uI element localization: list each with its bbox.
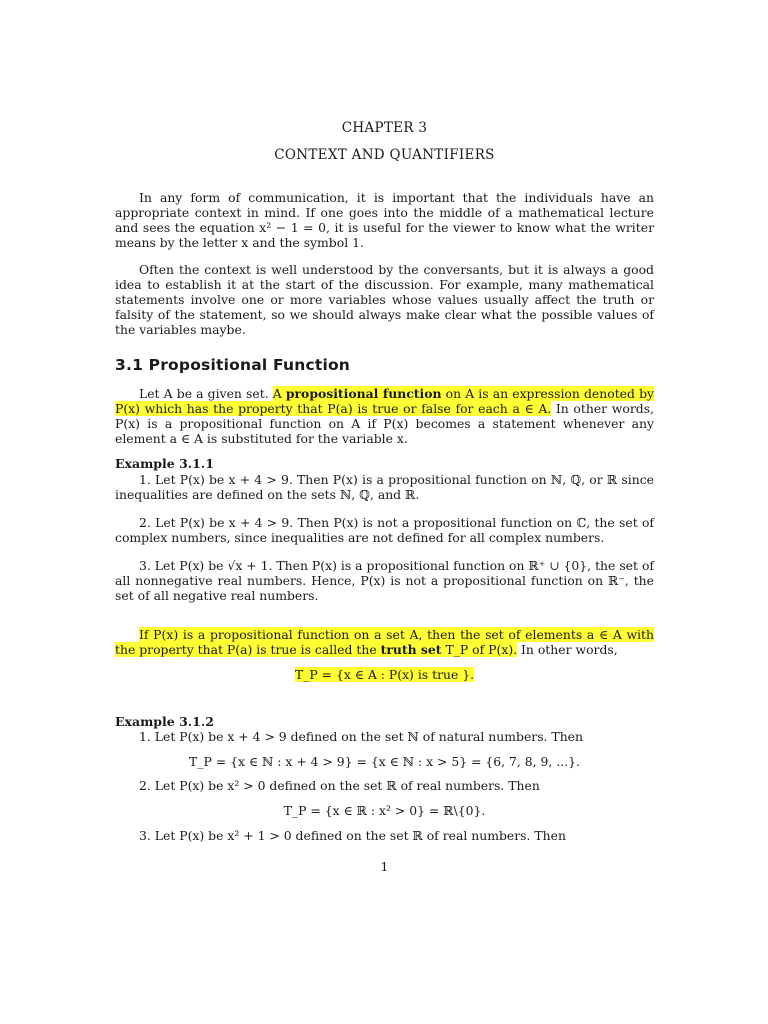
example-3-1-1-item-2: 2. Let P(x) be x + 4 > 9. Then P(x) is not a propositional function on ℂ, the set of complex numbers, since inequalities are not defined for all complex numbers.: [115, 515, 654, 545]
definition-propositional-function: Let A be a given set. A propositional function on A is an expression denoted by P(x) which has the property that P(a) is true or false for each a ∈ A. In other words, P(x) is a propositional function on A if P(x) becomes a statement whenever any element a ∈ A is substituted for the variable x.: [115, 386, 655, 446]
example-3-1-1-title: Example 3.1.1: [115, 456, 214, 471]
highlight-definition: A propositional function on A is an expression denoted by P(x) which has the property that P(a) is true or false for each a ∈ A.: [115, 386, 655, 416]
term-propositional-function: propositional function: [285, 386, 442, 401]
highlight-truth-set: If P(x) is a propositional function on a set A, then the set of elements a ∈ A with the property that P(a) is true is called the truth set T_P of P(x).: [115, 627, 654, 657]
intro-paragraph-2: Often the context is well understood by the conversants, but it is always a good idea to establish it at the start of the discussion. For example, many mathematical statements involve one or more variables whose values usually affect the truth or falsity of the statement, so we should always make clear what the possible values of the variables maybe.: [115, 262, 654, 337]
example-3-1-2-item-2: 2. Let P(x) be x² > 0 defined on the set ℝ of real numbers. Then: [139, 778, 540, 793]
example-3-1-1-item-3: 3. Let P(x) be √x + 1. Then P(x) is a propositional function on ℝ⁺ ∪ {0}, the set of all nonnegative real numbers. Hence, P(x) is not a propositional function on ℝ⁻, the set of all negative real numbers.: [115, 558, 654, 603]
intro-paragraph-1: In any form of communication, it is important that the individuals have an appropriate context in mind. If one goes into the middle of a mathematical lecture and sees the equation x² − 1 = 0, it is useful for the viewer to know what the writer means by the letter x and the symbol 1.: [115, 190, 654, 250]
example-3-1-2-item-1: 1. Let P(x) be x + 4 > 9 defined on the set ℕ of natural numbers. Then: [139, 729, 583, 744]
example-3-1-2-formula-1: T_P = {x ∈ ℕ : x + 4 > 9} = {x ∈ ℕ : x > 5} = {6, 7, 8, 9, ...}.: [189, 754, 580, 769]
chapter-title: CONTEXT AND QUANTIFIERS: [274, 147, 495, 163]
example-3-1-2-title: Example 3.1.2: [115, 714, 214, 729]
term-truth-set: truth set: [380, 642, 442, 657]
example-3-1-1-item-1: 1. Let P(x) be x + 4 > 9. Then P(x) is a propositional function on ℕ, ℚ, or ℝ since inequalities are defined on the sets ℕ, ℚ, and ℝ.: [115, 472, 654, 502]
truth-set-formula: T_P = {x ∈ A : P(x) is true }.: [294, 667, 475, 682]
chapter-label: CHAPTER 3: [341, 120, 428, 136]
example-3-1-2-formula-2: T_P = {x ∈ ℝ : x² > 0} = ℝ\{0}.: [283, 803, 486, 818]
section-heading: 3.1 Propositional Function: [115, 356, 351, 374]
definition-truth-set: If P(x) is a propositional function on a set A, then the set of elements a ∈ A with the property that P(a) is true is called the truth set T_P of P(x). In other words,: [115, 627, 654, 657]
page-number: 1: [380, 859, 389, 874]
example-3-1-2-item-3: 3. Let P(x) be x² + 1 > 0 defined on the set ℝ of real numbers. Then: [139, 828, 566, 843]
